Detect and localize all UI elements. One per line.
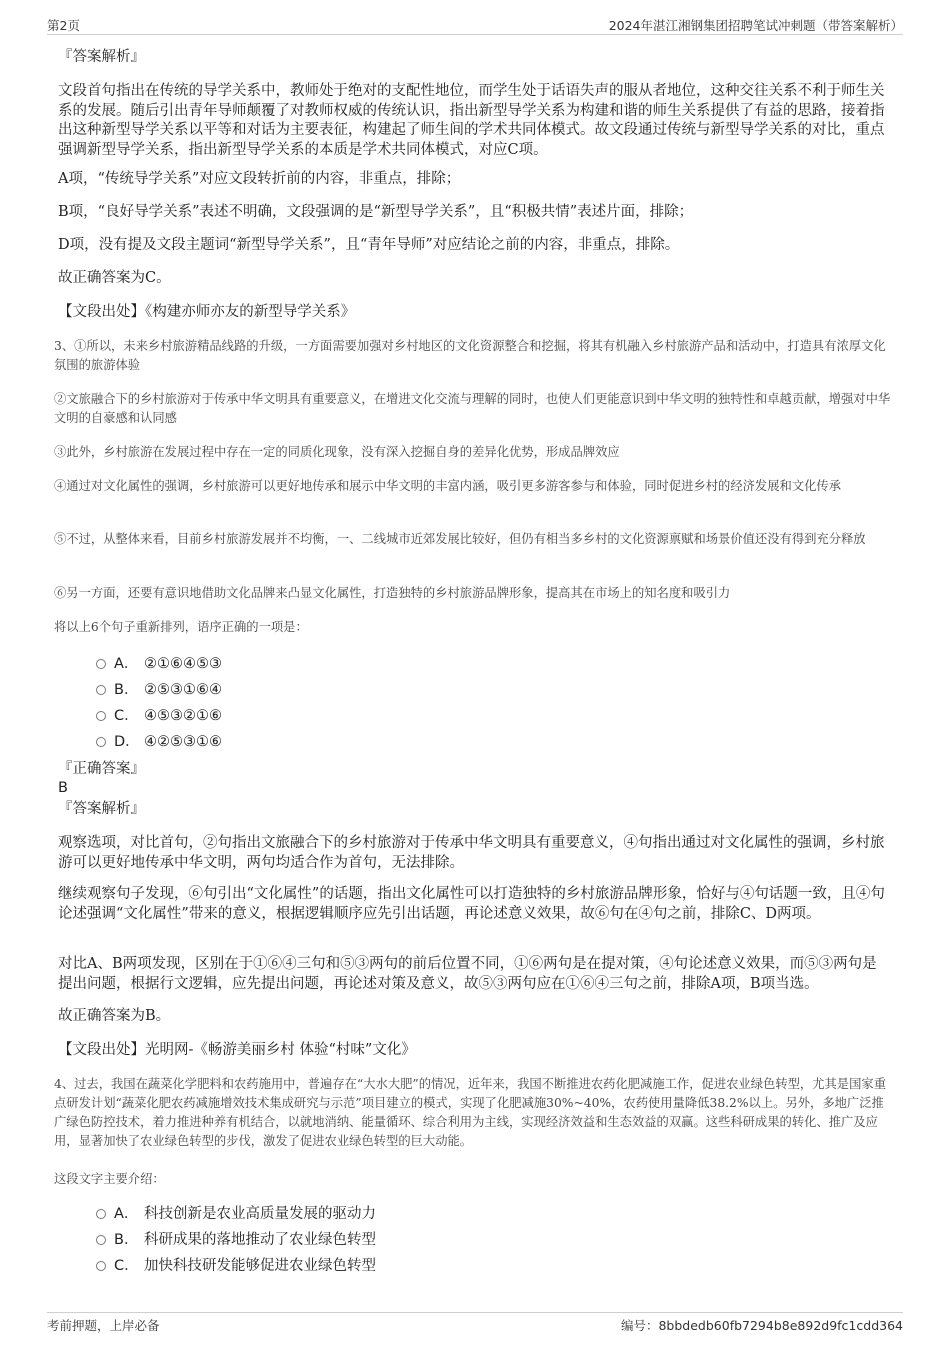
option-key: D．: [114, 734, 140, 750]
q2-analysis-option-d: D项，没有提及文段主题词“新型导学关系”，且“青年导师”对应结论之前的内容，非重点，排除。: [58, 237, 680, 253]
q3-sentence-6: ⑥另一方面，还要有意识地借助文化品牌来凸显文化属性，打造独特的乡村旅游品牌形象，提高其在市场上的知名度和吸引力: [54, 586, 731, 600]
q2-analysis-paragraph: 文段首句指出在传统的导学关系中，教师处于绝对的支配性地位，而学生处于话语失声的服从者地位，这种交往关系不利于师生关系的发展。随后引出青年导师颠覆了对教师权威的传统认识，指出新型导学关系为构建和谐的师生关系提供了有益的思路，接着指出这种新型导学关系以平等和对话为主要表征，构建起了师生间的学术共同体模式。故文段通过传统与新型导学关系的对比，重点强调新型导学关系，指出新型导学关系的本质是学术共同体模式，对应C项。: [58, 83, 885, 158]
radio-button-icon[interactable]: [96, 1261, 106, 1271]
q2-source: 【文段出处】《构建亦师亦友的新型导学关系》: [58, 304, 356, 320]
q3-analysis-paragraph-3: 对比A、B两项发现，区别在于①⑥④三句和⑤③两句的前后位置不同，①⑥两句是在提对策，④句论述意义效果，而⑤③两句是提出问题，根据行文逻辑，应先提出问题，再论述对策及意义，故⑤③两句应在①⑥④三句之前，排除A项，B项当选。: [58, 956, 877, 992]
option-text: 科研成果的落地推动了农业绿色转型: [144, 1232, 376, 1248]
page-header: [47, 14, 903, 35]
q3-stem: 3、①所以，未来乡村旅游精品线路的升级，一方面需要加强对乡村地区的文化资源整合和挖掘，将其有机融入乡村旅游产品和活动中，打造具有浓厚文化氛围的旅游体验: [54, 339, 886, 372]
q3-answer-label: 『正确答案』: [58, 761, 145, 777]
radio-button-icon[interactable]: [96, 1209, 106, 1219]
option-text: ②⑤③①⑥④: [144, 682, 222, 698]
q2-analysis-option-a: A项，“传统导学关系”对应文段转折前的内容，非重点，排除；: [58, 171, 461, 187]
option-text: 加快科技研发能够促进农业绿色转型: [144, 1258, 376, 1274]
option-text: ②①⑥④⑤③: [144, 656, 222, 672]
q3-sentence-5: ⑤不过，从整体来看，目前乡村旅游发展并不均衡，一、二线城市近郊发展比较好，但仍有相当多乡村的文化资源禀赋和场景价值还没有得到充分释放: [54, 532, 866, 546]
option-text: ④②⑤③①⑥: [144, 734, 222, 750]
radio-button-icon[interactable]: [96, 737, 106, 747]
option-key: A．: [114, 1206, 139, 1222]
q3-conclusion: 故正确答案为B。: [58, 1008, 171, 1024]
q2-conclusion: 故正确答案为C。: [58, 270, 171, 286]
q2-analysis-label: 『答案解析』: [58, 49, 145, 65]
option-key: B．: [114, 682, 139, 698]
q3-sentence-2: ②文旅融合下的乡村旅游对于传承中华文明具有重要意义，在增进文化交流与理解的同时，也使人们更能意识到中华文明的独特性和卓越贡献，增强对中华文明的自豪感和认同感: [54, 392, 891, 425]
q3-option-a[interactable]: [96, 654, 222, 674]
document-title: 2024年湛江湘钢集团招聘笔试冲刺题（带答案解析）: [608, 18, 903, 33]
q3-analysis-paragraph-1: 观察选项，对比首句，②句指出文旅融合下的乡村旅游对于传承中华文明具有重要意义，④句指出通过对文化属性的强调，乡村旅游可以更好地传承中华文明，两句均适合作为首句，无法排除。: [58, 835, 885, 871]
q3-option-d[interactable]: [96, 732, 222, 752]
q4-option-c[interactable]: [96, 1256, 376, 1276]
page-number: 第2页: [47, 18, 80, 33]
q3-analysis-paragraph-2: 继续观察句子发现，⑥句引出“文化属性”的话题，指出文化属性可以打造独特的乡村旅游品牌形象，恰好与④句话题一致，且④句论述强调“文化属性”带来的意义，根据逻辑顺序应先引出话题，再论述意义效果，故⑥句在④句之前，排除C、D两项。: [58, 886, 885, 922]
radio-button-icon[interactable]: [96, 1235, 106, 1245]
option-key: C．: [114, 708, 139, 724]
radio-button-icon[interactable]: [96, 685, 106, 695]
option-text: ④⑤③②①⑥: [144, 708, 222, 724]
q4-question: 这段文字主要介绍：: [54, 1172, 165, 1186]
radio-button-icon[interactable]: [96, 659, 106, 669]
q4-stem: 4、过去，我国在蔬菜化学肥料和农药施用中，普遍存在“大水大肥”的情况，近年来，我国不断推进农药化肥减施工作，促进农业绿色转型，尤其是国家重点研发计划“蔬菜化肥农药减施增效技术集成研究与示范”项目建立的模式，实现了化肥减施30%~40%，农药使用量降低38.2%以上。另外，多地广泛推广绿色防控技术，着力推进种养有机结合，以就地消纳、能量循环、综合利用为主线，实现经济效益和生态效益的双赢。这些科研成果的转化、推广及应用，显著加快了农业绿色转型的步伐，激发了促进农业绿色转型的巨大动能。: [54, 1077, 886, 1148]
q4-option-b[interactable]: [96, 1230, 376, 1250]
q3-sentence-4: ④通过对文化属性的强调，乡村旅游可以更好地传承和展示中华文明的丰富内涵，吸引更多游客参与和体验，同时促进乡村的经济发展和文化传承: [54, 479, 842, 493]
q3-source: 【文段出处】光明网-《畅游美丽乡村 体验“村味”文化》: [58, 1042, 416, 1058]
option-key: B．: [114, 1232, 139, 1248]
q3-option-b[interactable]: [96, 680, 222, 700]
option-key: A．: [114, 656, 139, 672]
footer-slogan: 考前押题，上岸必备: [47, 1318, 160, 1333]
q3-answer: B: [58, 780, 68, 796]
q3-sentence-3: ③此外，乡村旅游在发展过程中存在一定的同质化现象，没有深入挖掘自身的差异化优势，形成品牌效应: [54, 445, 620, 459]
q2-analysis-option-b: B项，“良好导学关系”表述不明确，文段强调的是“新型导学关系”，且“积极共情”表述片面，排除；: [58, 204, 694, 220]
q4-option-a[interactable]: [96, 1204, 376, 1224]
q3-question: 将以上6个句子重新排列，语序正确的一项是：: [54, 620, 308, 634]
page-footer: [47, 1312, 903, 1337]
q3-option-c[interactable]: [96, 706, 222, 726]
option-key: C．: [114, 1258, 139, 1274]
q3-analysis-label: 『答案解析』: [58, 801, 145, 817]
option-text: 科技创新是农业高质量发展的驱动力: [144, 1206, 376, 1222]
document-code: 编号：8bbdedb60fb7294b8e892d9fc1cdd364: [620, 1318, 903, 1333]
radio-button-icon[interactable]: [96, 711, 106, 721]
